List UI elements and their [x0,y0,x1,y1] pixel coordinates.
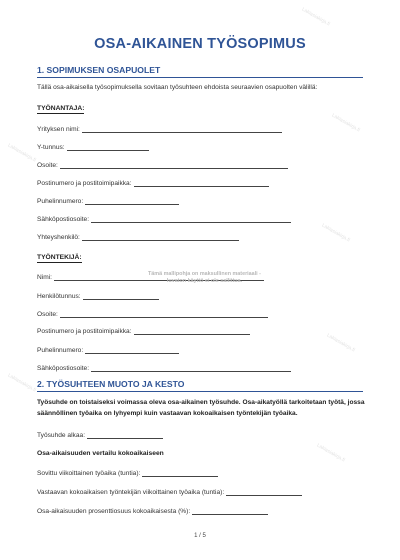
employee-address-label: Osoite: [37,311,58,318]
section-rule [37,391,363,392]
weekly-hours-line[interactable] [142,468,218,477]
section-heading-parties: 1. SOPIMUKSEN OSAPUOLET [37,65,161,75]
weekly-hours-field[interactable] [37,467,218,477]
contact-person-label: Yhteyshenkilö: [37,234,80,241]
business-id-line[interactable] [67,142,149,151]
employee-phone-line[interactable] [85,345,179,354]
ssn-label: Henkilötunnus: [37,293,81,300]
employer-email-line[interactable] [91,214,291,223]
employee-phone-label: Puhelinnumero: [37,347,84,354]
company-name-line[interactable] [82,124,282,133]
page-number: 1 / 5 [194,533,206,539]
watermark-tile: Lakiasiakirja.fi [330,112,361,134]
employee-name-label: Nimi: [37,274,53,281]
business-id-field[interactable] [37,141,149,151]
employee-address-field[interactable] [37,308,268,318]
employee-email-label: Sähköpostiosoite: [37,365,90,372]
fulltime-hours-field[interactable] [37,486,302,496]
watermark-tile: Lakiasiakirja.fi [6,372,37,394]
company-name-label: Yrityksen nimi: [37,126,80,133]
watermark-line-1: Tämä mallipohja on maksullinen materiaali - [148,271,261,277]
contact-person-line[interactable] [82,232,239,241]
employer-postal-label: Postinumero ja postitoimipaikka: [37,180,132,187]
employer-phone-field[interactable] [37,195,179,205]
section-rule [37,77,363,78]
employee-email-line[interactable] [91,363,291,372]
employee-email-field[interactable] [37,362,291,372]
ssn-field[interactable] [37,290,159,300]
percentage-label: Osa-aikaisuuden prosenttiosuus kokoaikaisesta (%): [37,508,191,515]
percentage-line[interactable] [192,506,268,515]
watermark-tile: Lakiasiakirja.fi [6,142,37,164]
employee-heading: TYÖNTEKIJÄ: [37,254,82,261]
watermark-tile: Lakiasiakirja.fi [320,222,351,244]
start-date-line[interactable] [87,430,163,439]
employee-postal-field[interactable] [37,325,250,335]
employer-heading: TYÖNANTAJA: [37,105,85,112]
fulltime-hours-line[interactable] [226,487,302,496]
ssn-line[interactable] [83,291,159,300]
employer-phone-line[interactable] [85,196,179,205]
weekly-hours-label: Sovittu viikoittainen työaika (tuntia): [37,470,141,477]
watermark-line-2: luvaton käyttö ei ole sallittua. [166,278,243,284]
employee-phone-field[interactable] [37,344,179,354]
employer-address-label: Osoite: [37,162,58,169]
watermark-tile: Lakiasiakirja.fi [325,332,356,354]
fulltime-hours-label: Vastaavan kokoaikaisen työntekijän viikoittainen työaika (tuntia): [37,489,225,496]
employment-type-paragraph: Työsuhde on toistaiseksi voimassa oleva osa-aikainen työsuhde. Osa-aikatyöllä tarkoitetaan työtä, jossa säännöllinen työaika on lyhyempi kuin vastaavan kokoaikaisen työntekijän työaika. [37,399,365,417]
watermark-tile: Lakiasiakirja.fi [315,442,346,464]
section-heading-employment-type: 2. TYÖSUHTEEN MUOTO JA KESTO [37,379,185,389]
employee-postal-label: Postinumero ja postitoimipaikka: [37,328,132,335]
employer-email-field[interactable] [37,213,291,223]
employee-address-line[interactable] [60,309,268,318]
employer-address-field[interactable] [37,159,288,169]
percentage-field[interactable] [37,505,268,515]
watermark-tile: Lakiasiakirja.fi [300,6,331,28]
employer-postal-line[interactable] [134,178,269,187]
employer-email-label: Sähköpostiosoite: [37,216,90,223]
employee-postal-line[interactable] [134,326,250,335]
company-name-field[interactable] [37,123,282,133]
business-id-label: Y-tunnus: [37,144,65,151]
watermark-notice [132,271,277,285]
start-date-field[interactable] [37,429,163,439]
comparison-heading: Osa-aikaisuuden vertailu kokoaikaiseen [37,450,164,457]
contact-person-field[interactable] [37,231,239,241]
start-date-label: Työsuhde alkaa: [37,432,86,439]
intro-text: Tällä osa-aikaisella työsopimuksella sovitaan työsuhteen ehdoista seuraavien osapuolten välillä: [37,84,318,91]
employer-address-line[interactable] [60,160,288,169]
employer-postal-field[interactable] [37,177,269,187]
document-title: OSA-AIKAINEN TYÖSOPIMUS [94,36,306,52]
employer-phone-label: Puhelinnumero: [37,198,84,205]
